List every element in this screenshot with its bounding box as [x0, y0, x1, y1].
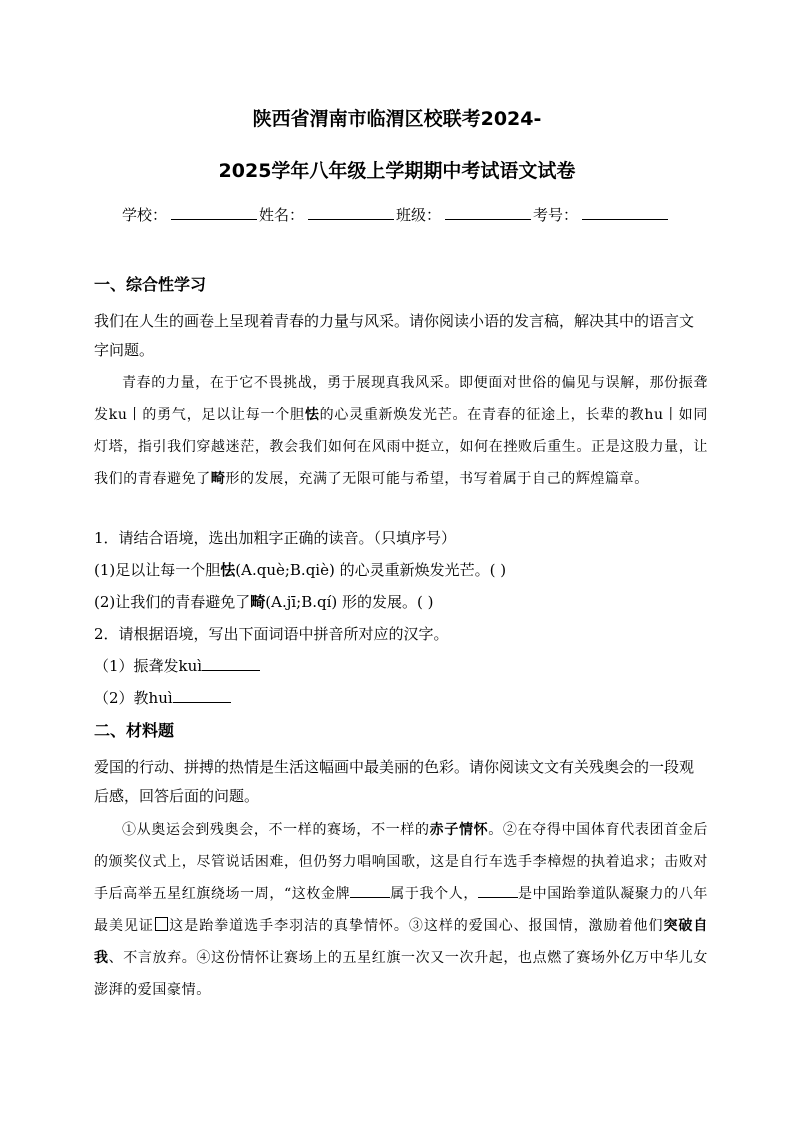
question-1: 1．请结合语境，选出加粗字正确的读音。（只填序号）	[94, 529, 457, 547]
name-blank[interactable]	[308, 205, 394, 220]
section2-intro: 爱国的行动、拼搏的热情是生活这幅画中最美丽的色彩。请你阅读文文有关残奥会的一段观后感，回答后面的问题。	[94, 758, 695, 805]
exam-no-blank[interactable]	[582, 205, 668, 220]
question-2-1: （1）振聋发kuì	[94, 652, 714, 680]
answer-blank-hui[interactable]	[173, 689, 231, 703]
exam-no-label: 考号：	[533, 206, 579, 224]
question-1-1: (1)足以让每一个胆怯(A.què;B.qiè) 的心灵重新焕发光芒。( )	[94, 561, 507, 579]
exam-title-line1: 陕西省渭南市临渭区校联考2024-	[252, 108, 542, 130]
section1-intro: 我们在人生的画卷上呈现着青春的力量与风采。请你阅读小语的发言稿，解决其中的语言文字问题。	[94, 312, 695, 359]
section2-passage: ①从奥运会到残奥会，不一样的赛场，不一样的赤子情怀。②在夺得中国体育代表团首金后的颁奖仪式上，尽管说话困难，但仍努力唱响国歌，这是自行车选手李樟煜的执着追求；击败对手后高举五星红旗绕场一周，“这枚金牌 属于我个人， 是中国跆拳道队凝聚力的八年最美见证 这是跆拳道选手李羽洁的真挚情怀。③这样的爱国心、报国情，激励着他们突破自我、不言放弃。④这份情怀让赛场上的五星红旗一次又一次升起，也点燃了赛场外亿万中华儿女澎湃的爱国豪情。	[94, 822, 708, 998]
passage-blank-2[interactable]	[478, 884, 518, 898]
bold-char-ji: 畸	[210, 471, 226, 487]
passage-blank-1[interactable]	[350, 884, 390, 898]
student-info-row	[122, 204, 682, 225]
question-2: 2．请根据语境，写出下面词语中拼音所对应的汉字。	[94, 625, 449, 643]
school-label: 学校：	[122, 206, 168, 224]
question-2-2: （2）教huì	[94, 684, 714, 712]
class-label: 班级：	[396, 206, 442, 224]
exam-title-line2: 2025学年八年级上学期期中考试语文试卷	[218, 160, 576, 182]
answer-blank-kui[interactable]	[202, 657, 260, 671]
section1-heading: 一、综合性学习	[94, 275, 207, 294]
section2-heading: 二、材料题	[94, 721, 175, 740]
name-label: 姓名：	[259, 206, 305, 224]
section1-passage: 青春的力量，在于它不畏挑战，勇于展现真我风采。即便面对世俗的偏见与误解，那份振聋发ku丨的勇气，足以让每一个胆怯的心灵重新焕发光芒。在青春的征途上，长辈的教hu丨如同灯塔，指引我们穿越迷茫，教会我们如何在风雨中挺立，如何在挫败后重生。正是这股力量，让我们的青春避免了畸形的发展，充满了无限可能与希望，书写着属于自己的辉煌篇章。	[94, 375, 708, 487]
school-blank[interactable]	[171, 205, 257, 220]
class-blank[interactable]	[445, 205, 531, 220]
bold-char-que: 怯	[304, 407, 320, 423]
question-1-2: (2)让我们的青春避免了畸(A.jī;B.qí) 形的发展。( )	[94, 593, 434, 611]
punctuation-box[interactable]	[155, 917, 168, 931]
